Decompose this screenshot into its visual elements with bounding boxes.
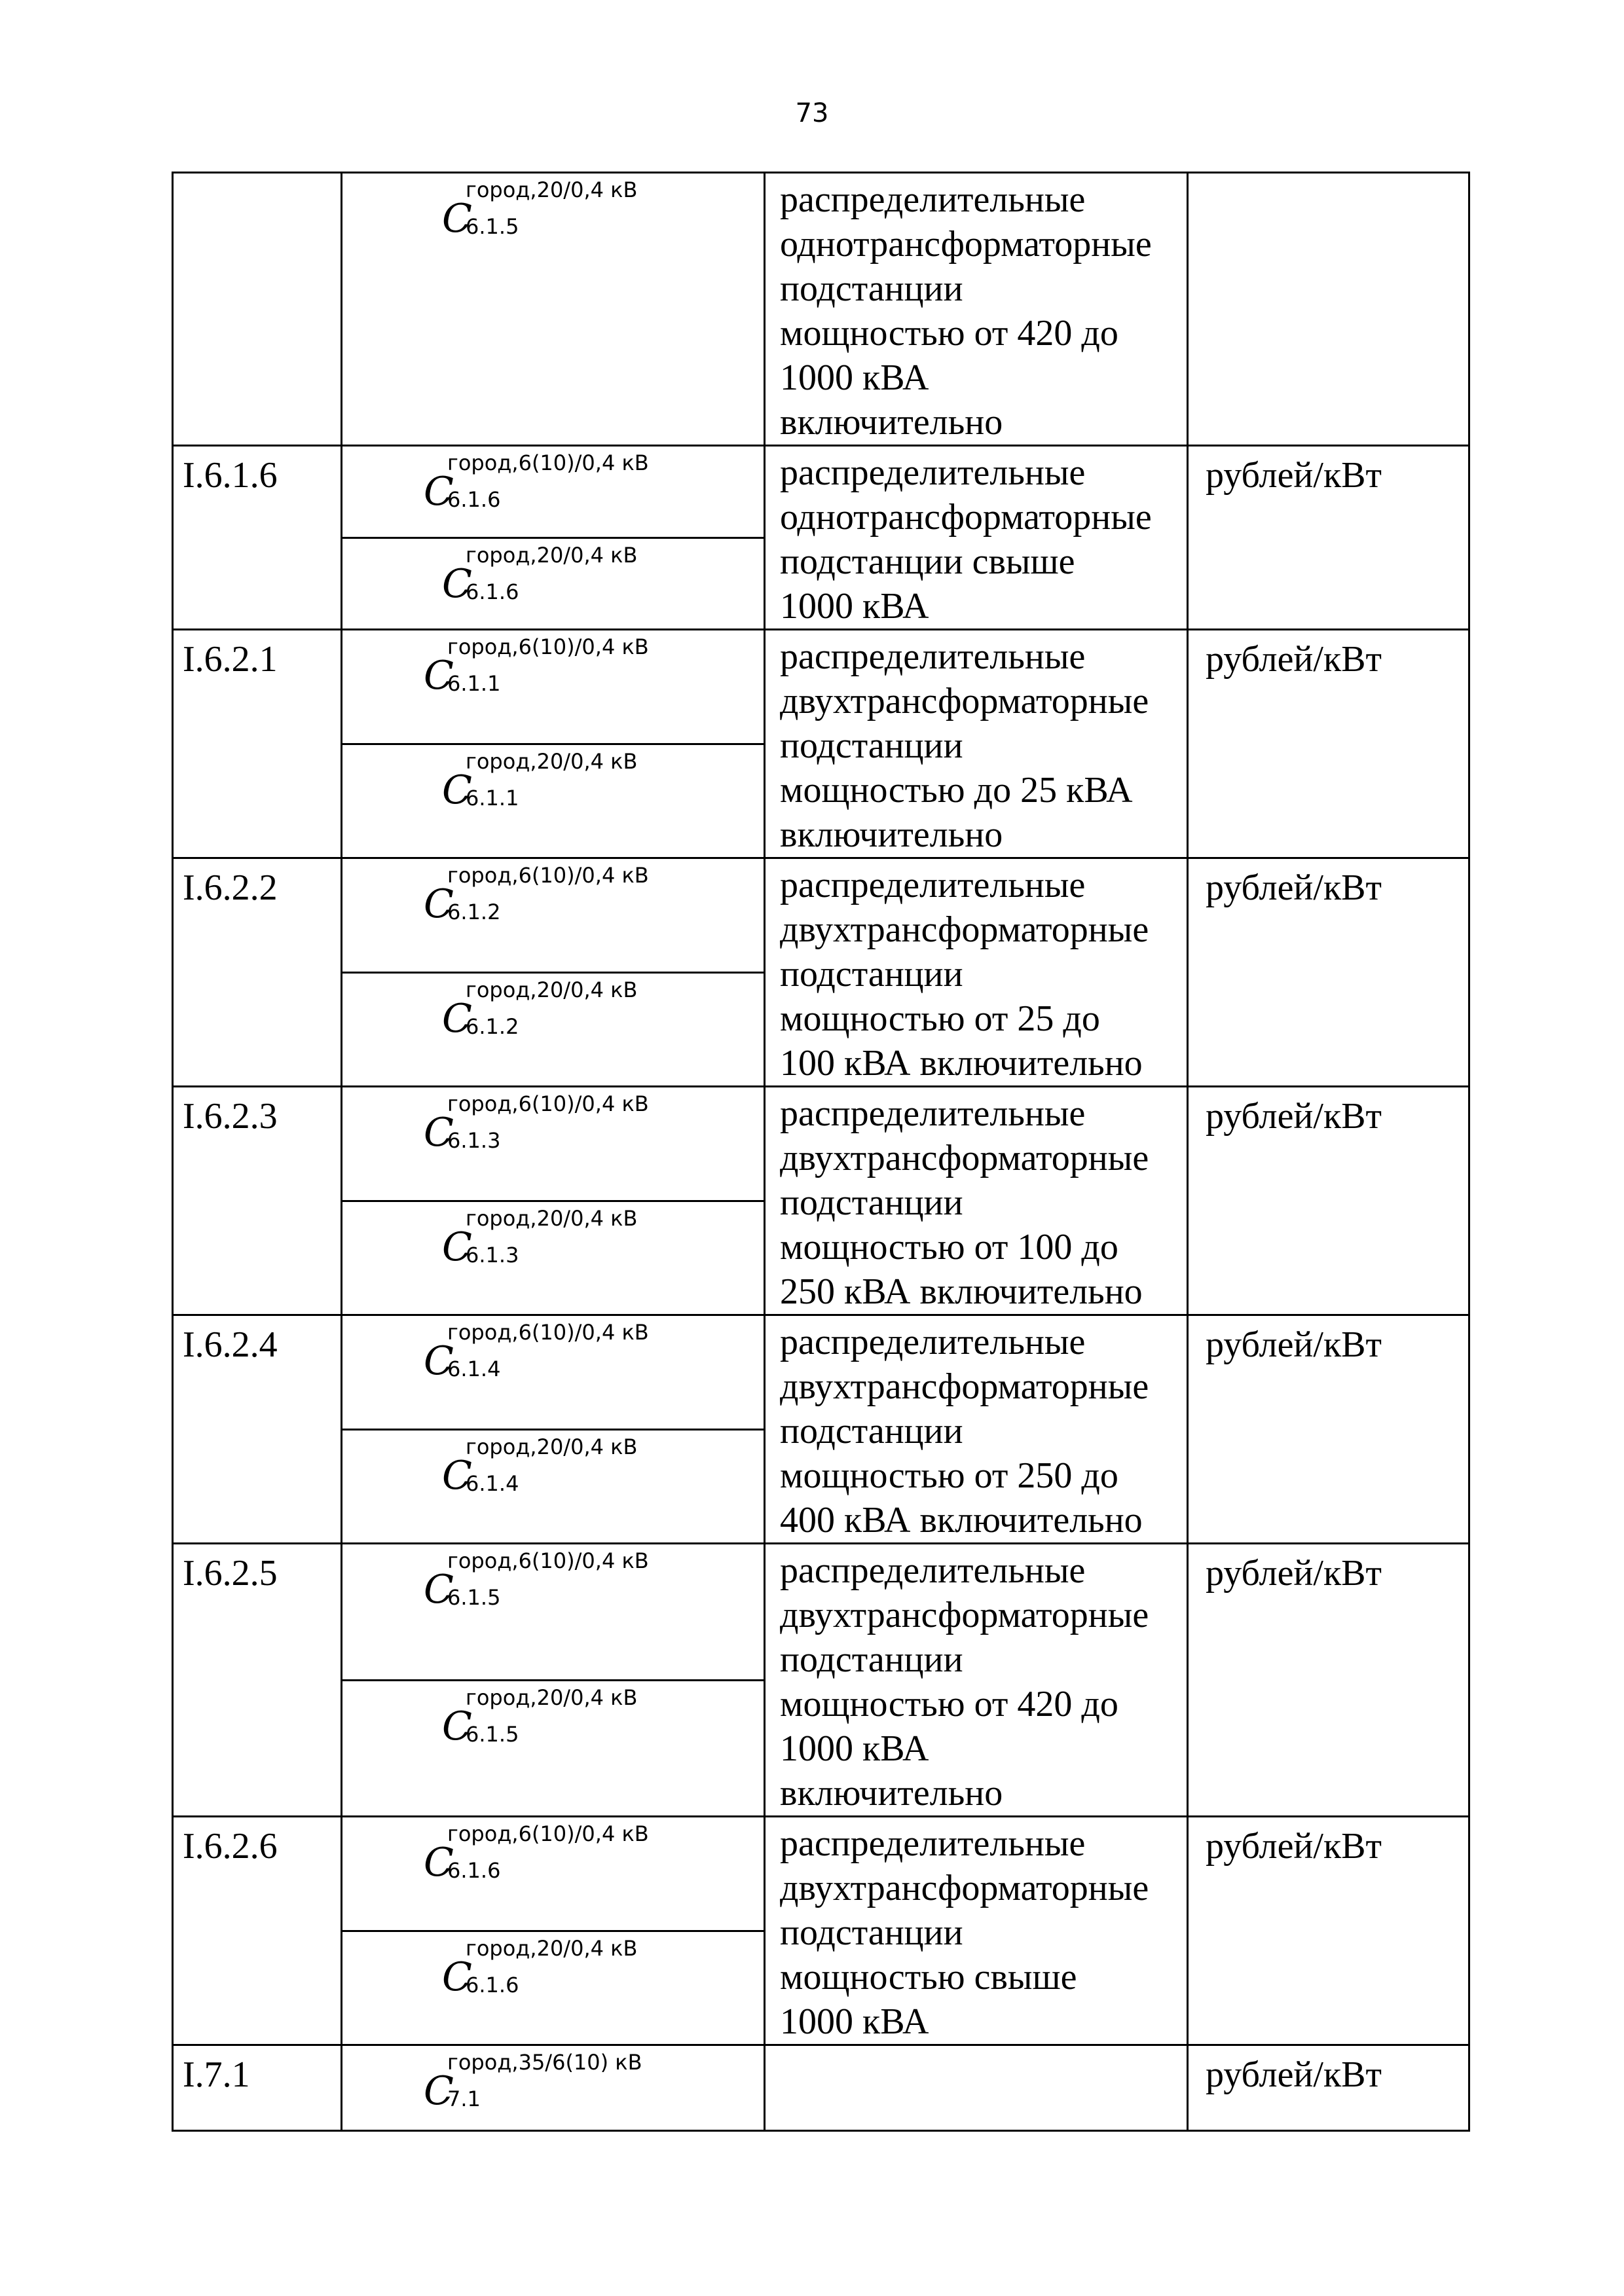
description-line: включительно	[780, 402, 1003, 443]
coefficient-subscript: 6.1.3	[466, 1242, 519, 1267]
row-number	[173, 173, 342, 446]
coefficient-subcell	[342, 972, 764, 1086]
coefficient-subscript: 6.1.6	[447, 487, 501, 512]
description-line: однотрансформаторные	[780, 224, 1152, 264]
table-row	[173, 446, 1469, 630]
row-number: I.6.2.4	[173, 1315, 342, 1544]
coefficient-superscript: город,20/0,4 кВ	[466, 1205, 638, 1231]
table-row	[173, 1544, 1469, 1817]
row-number: I.6.2.1	[173, 630, 342, 858]
description-line: мощностью от 250 до	[780, 1455, 1118, 1496]
coefficient-stack	[342, 173, 764, 445]
description-line: подстанции	[780, 268, 963, 309]
coefficient-cell	[342, 1544, 765, 1817]
coefficient-superscript: город,6(10)/0,4 кВ	[447, 634, 649, 659]
description-line: мощностью от 420 до	[780, 1684, 1118, 1724]
coefficient-stack	[342, 859, 764, 1085]
coefficient-letter: C	[442, 196, 472, 242]
coefficient-subcell	[342, 2046, 764, 2130]
coefficient-superscript: город,20/0,4 кВ	[466, 977, 638, 1002]
coefficient-stack	[342, 1316, 764, 1542]
description-line: подстанции	[780, 1912, 963, 1953]
coefficient-letter: C	[424, 1338, 454, 1384]
coefficient-cell	[342, 858, 765, 1087]
coefficient-letter: C	[424, 2068, 454, 2114]
coefficient-stack	[342, 1817, 764, 2044]
tariff-table	[172, 172, 1470, 2132]
coefficient-subscript: 6.1.1	[447, 671, 501, 696]
coefficient-letter: C	[442, 1224, 472, 1270]
description-line: мощностью от 100 до	[780, 1227, 1118, 1267]
coefficient-superscript: город,20/0,4 кВ	[466, 1434, 638, 1459]
description-line: мощностью от 420 до	[780, 313, 1118, 354]
row-number: I.6.1.6	[173, 446, 342, 630]
description-line: двухтрансформаторные	[780, 1366, 1149, 1407]
coefficient-superscript: город,6(10)/0,4 кВ	[447, 1320, 649, 1345]
description-cell	[765, 2045, 1188, 2131]
description-line: распределительные	[780, 865, 1086, 905]
coefficient-cell	[342, 630, 765, 858]
description-line: 1000 кВА	[780, 357, 929, 398]
coefficient-letter: C	[424, 469, 454, 515]
coefficient-subcell	[342, 537, 764, 629]
coefficient-subcell	[342, 859, 764, 972]
coefficient-cell	[342, 1817, 765, 2045]
coefficient-subcell	[342, 1316, 764, 1429]
coefficient-subscript: 6.1.3	[447, 1128, 501, 1153]
coefficient-letter: C	[442, 560, 472, 607]
description-line: подстанции	[780, 725, 963, 766]
coefficient-stack	[342, 1087, 764, 1314]
coefficient-subscript: 6.1.6	[466, 579, 519, 604]
description-cell	[765, 1315, 1188, 1544]
description-line: мощностью до 25 кВА	[780, 770, 1133, 811]
unit-cell	[1188, 173, 1469, 446]
coefficient-superscript: город,6(10)/0,4 кВ	[447, 1091, 649, 1116]
description-line: 1000 кВА	[780, 1728, 929, 1769]
unit-cell: рублей/кВт	[1188, 1544, 1469, 1817]
coefficient-superscript: город,20/0,4 кВ	[466, 1935, 638, 1961]
coefficient-stack	[342, 2046, 764, 2130]
coefficient-letter: C	[442, 1703, 472, 1749]
coefficient-cell	[342, 1315, 765, 1544]
description-line: подстанции свыше	[780, 541, 1075, 582]
coefficient-subscript: 6.1.6	[466, 1972, 519, 1997]
description-line: распределительные	[780, 1823, 1086, 1864]
coefficient-subcell	[342, 1679, 764, 1816]
coefficient-subcell	[342, 1200, 764, 1315]
unit-cell: рублей/кВт	[1188, 858, 1469, 1087]
page-number: 73	[795, 98, 829, 128]
coefficient-stack	[342, 1544, 764, 1815]
coefficient-superscript: город,6(10)/0,4 кВ	[447, 863, 649, 888]
coefficient-letter: C	[442, 1452, 472, 1499]
coefficient-subcell	[342, 743, 764, 858]
description-line: распределительные	[780, 1093, 1086, 1134]
coefficient-subcell	[342, 1544, 764, 1679]
coefficient-cell	[342, 1087, 765, 1315]
description-line: однотрансформаторные	[780, 497, 1152, 538]
row-number: I.6.2.3	[173, 1087, 342, 1315]
description-line: мощностью от 25 до	[780, 998, 1100, 1039]
description-cell	[765, 1087, 1188, 1315]
description-line: распределительные	[780, 179, 1086, 220]
table-row	[173, 173, 1469, 446]
coefficient-superscript: город,6(10)/0,4 кВ	[447, 1548, 649, 1573]
coefficient-superscript: город,35/6(10) кВ	[447, 2050, 642, 2075]
coefficient-letter: C	[424, 1110, 454, 1156]
coefficient-letter: C	[442, 995, 472, 1042]
coefficient-subscript: 6.1.2	[466, 1013, 519, 1039]
coefficient-superscript: город,20/0,4 кВ	[466, 1685, 638, 1710]
description-line: двухтрансформаторные	[780, 1868, 1149, 1908]
coefficient-subscript: 6.1.5	[466, 214, 519, 239]
unit-cell: рублей/кВт	[1188, 630, 1469, 858]
coefficient-stack	[342, 630, 764, 857]
row-number: I.6.2.6	[173, 1817, 342, 2045]
description-line: 1000 кВА	[780, 2001, 929, 2042]
coefficient-superscript: город,20/0,4 кВ	[466, 542, 638, 568]
coefficient-cell	[342, 446, 765, 630]
description-cell	[765, 630, 1188, 858]
table-row	[173, 1315, 1469, 1544]
description-line: подстанции	[780, 954, 963, 994]
description-cell	[765, 1817, 1188, 2045]
description-line: распределительные	[780, 452, 1086, 493]
table-row	[173, 1087, 1469, 1315]
description-line: 400 кВА включительно	[780, 1500, 1143, 1540]
coefficient-stack	[342, 446, 764, 629]
unit-cell: рублей/кВт	[1188, 1087, 1469, 1315]
description-line: подстанции	[780, 1639, 963, 1680]
coefficient-subcell	[342, 1087, 764, 1200]
unit-cell: рублей/кВт	[1188, 2045, 1469, 2131]
description-line: включительно	[780, 1773, 1003, 1813]
coefficient-subscript: 7.1	[447, 2086, 481, 2111]
description-line: мощностью свыше	[780, 1957, 1077, 1997]
coefficient-cell	[342, 2045, 765, 2131]
table-row	[173, 630, 1469, 858]
description-line: включительно	[780, 814, 1003, 855]
coefficient-subcell	[342, 1817, 764, 1930]
table-row	[173, 1817, 1469, 2045]
description-line: подстанции	[780, 1182, 963, 1223]
coefficient-letter: C	[424, 881, 454, 927]
coefficient-letter: C	[424, 653, 454, 699]
description-line: двухтрансформаторные	[780, 681, 1149, 721]
description-cell	[765, 173, 1188, 446]
coefficient-superscript: город,6(10)/0,4 кВ	[447, 1821, 649, 1846]
coefficient-superscript: город,6(10)/0,4 кВ	[447, 450, 649, 475]
row-number: I.6.2.5	[173, 1544, 342, 1817]
unit-cell: рублей/кВт	[1188, 1817, 1469, 2045]
coefficient-subscript: 6.1.4	[447, 1357, 501, 1381]
description-cell	[765, 858, 1188, 1087]
coefficient-subscript: 6.1.6	[447, 1858, 501, 1883]
coefficient-subcell	[342, 1429, 764, 1543]
coefficient-subcell	[342, 173, 764, 445]
row-number: I.6.2.2	[173, 858, 342, 1087]
coefficient-subscript: 6.1.5	[466, 1721, 519, 1747]
description-line: двухтрансформаторные	[780, 1138, 1149, 1178]
description-line: 100 кВА включительно	[780, 1043, 1143, 1084]
description-line: подстанции	[780, 1411, 963, 1451]
coefficient-subscript: 6.1.2	[447, 900, 501, 924]
description-line: 250 кВА включительно	[780, 1271, 1143, 1312]
unit-cell: рублей/кВт	[1188, 446, 1469, 630]
description-line: распределительные	[780, 1550, 1086, 1591]
coefficient-letter: C	[442, 1954, 472, 2000]
coefficient-subscript: 6.1.5	[447, 1585, 501, 1610]
description-cell	[765, 446, 1188, 630]
table-row	[173, 858, 1469, 1087]
unit-cell: рублей/кВт	[1188, 1315, 1469, 1544]
coefficient-letter: C	[442, 767, 472, 813]
description-line: двухтрансформаторные	[780, 1595, 1149, 1635]
coefficient-subcell	[342, 446, 764, 537]
row-number: I.7.1	[173, 2045, 342, 2131]
coefficient-subcell	[342, 1930, 764, 2045]
description-line: 1000 кВА	[780, 586, 929, 627]
coefficient-cell	[342, 173, 765, 446]
coefficient-subcell	[342, 630, 764, 743]
description-line: распределительные	[780, 636, 1086, 677]
coefficient-letter: C	[424, 1840, 454, 1886]
coefficient-superscript: город,20/0,4 кВ	[466, 177, 638, 202]
coefficient-letter: C	[424, 1567, 454, 1613]
description-cell	[765, 1544, 1188, 1817]
coefficient-subscript: 6.1.4	[466, 1470, 519, 1496]
coefficient-subscript: 6.1.1	[466, 785, 519, 811]
description-line: распределительные	[780, 1322, 1086, 1362]
coefficient-superscript: город,20/0,4 кВ	[466, 748, 638, 774]
table-row	[173, 2045, 1469, 2131]
description-line: двухтрансформаторные	[780, 909, 1149, 950]
